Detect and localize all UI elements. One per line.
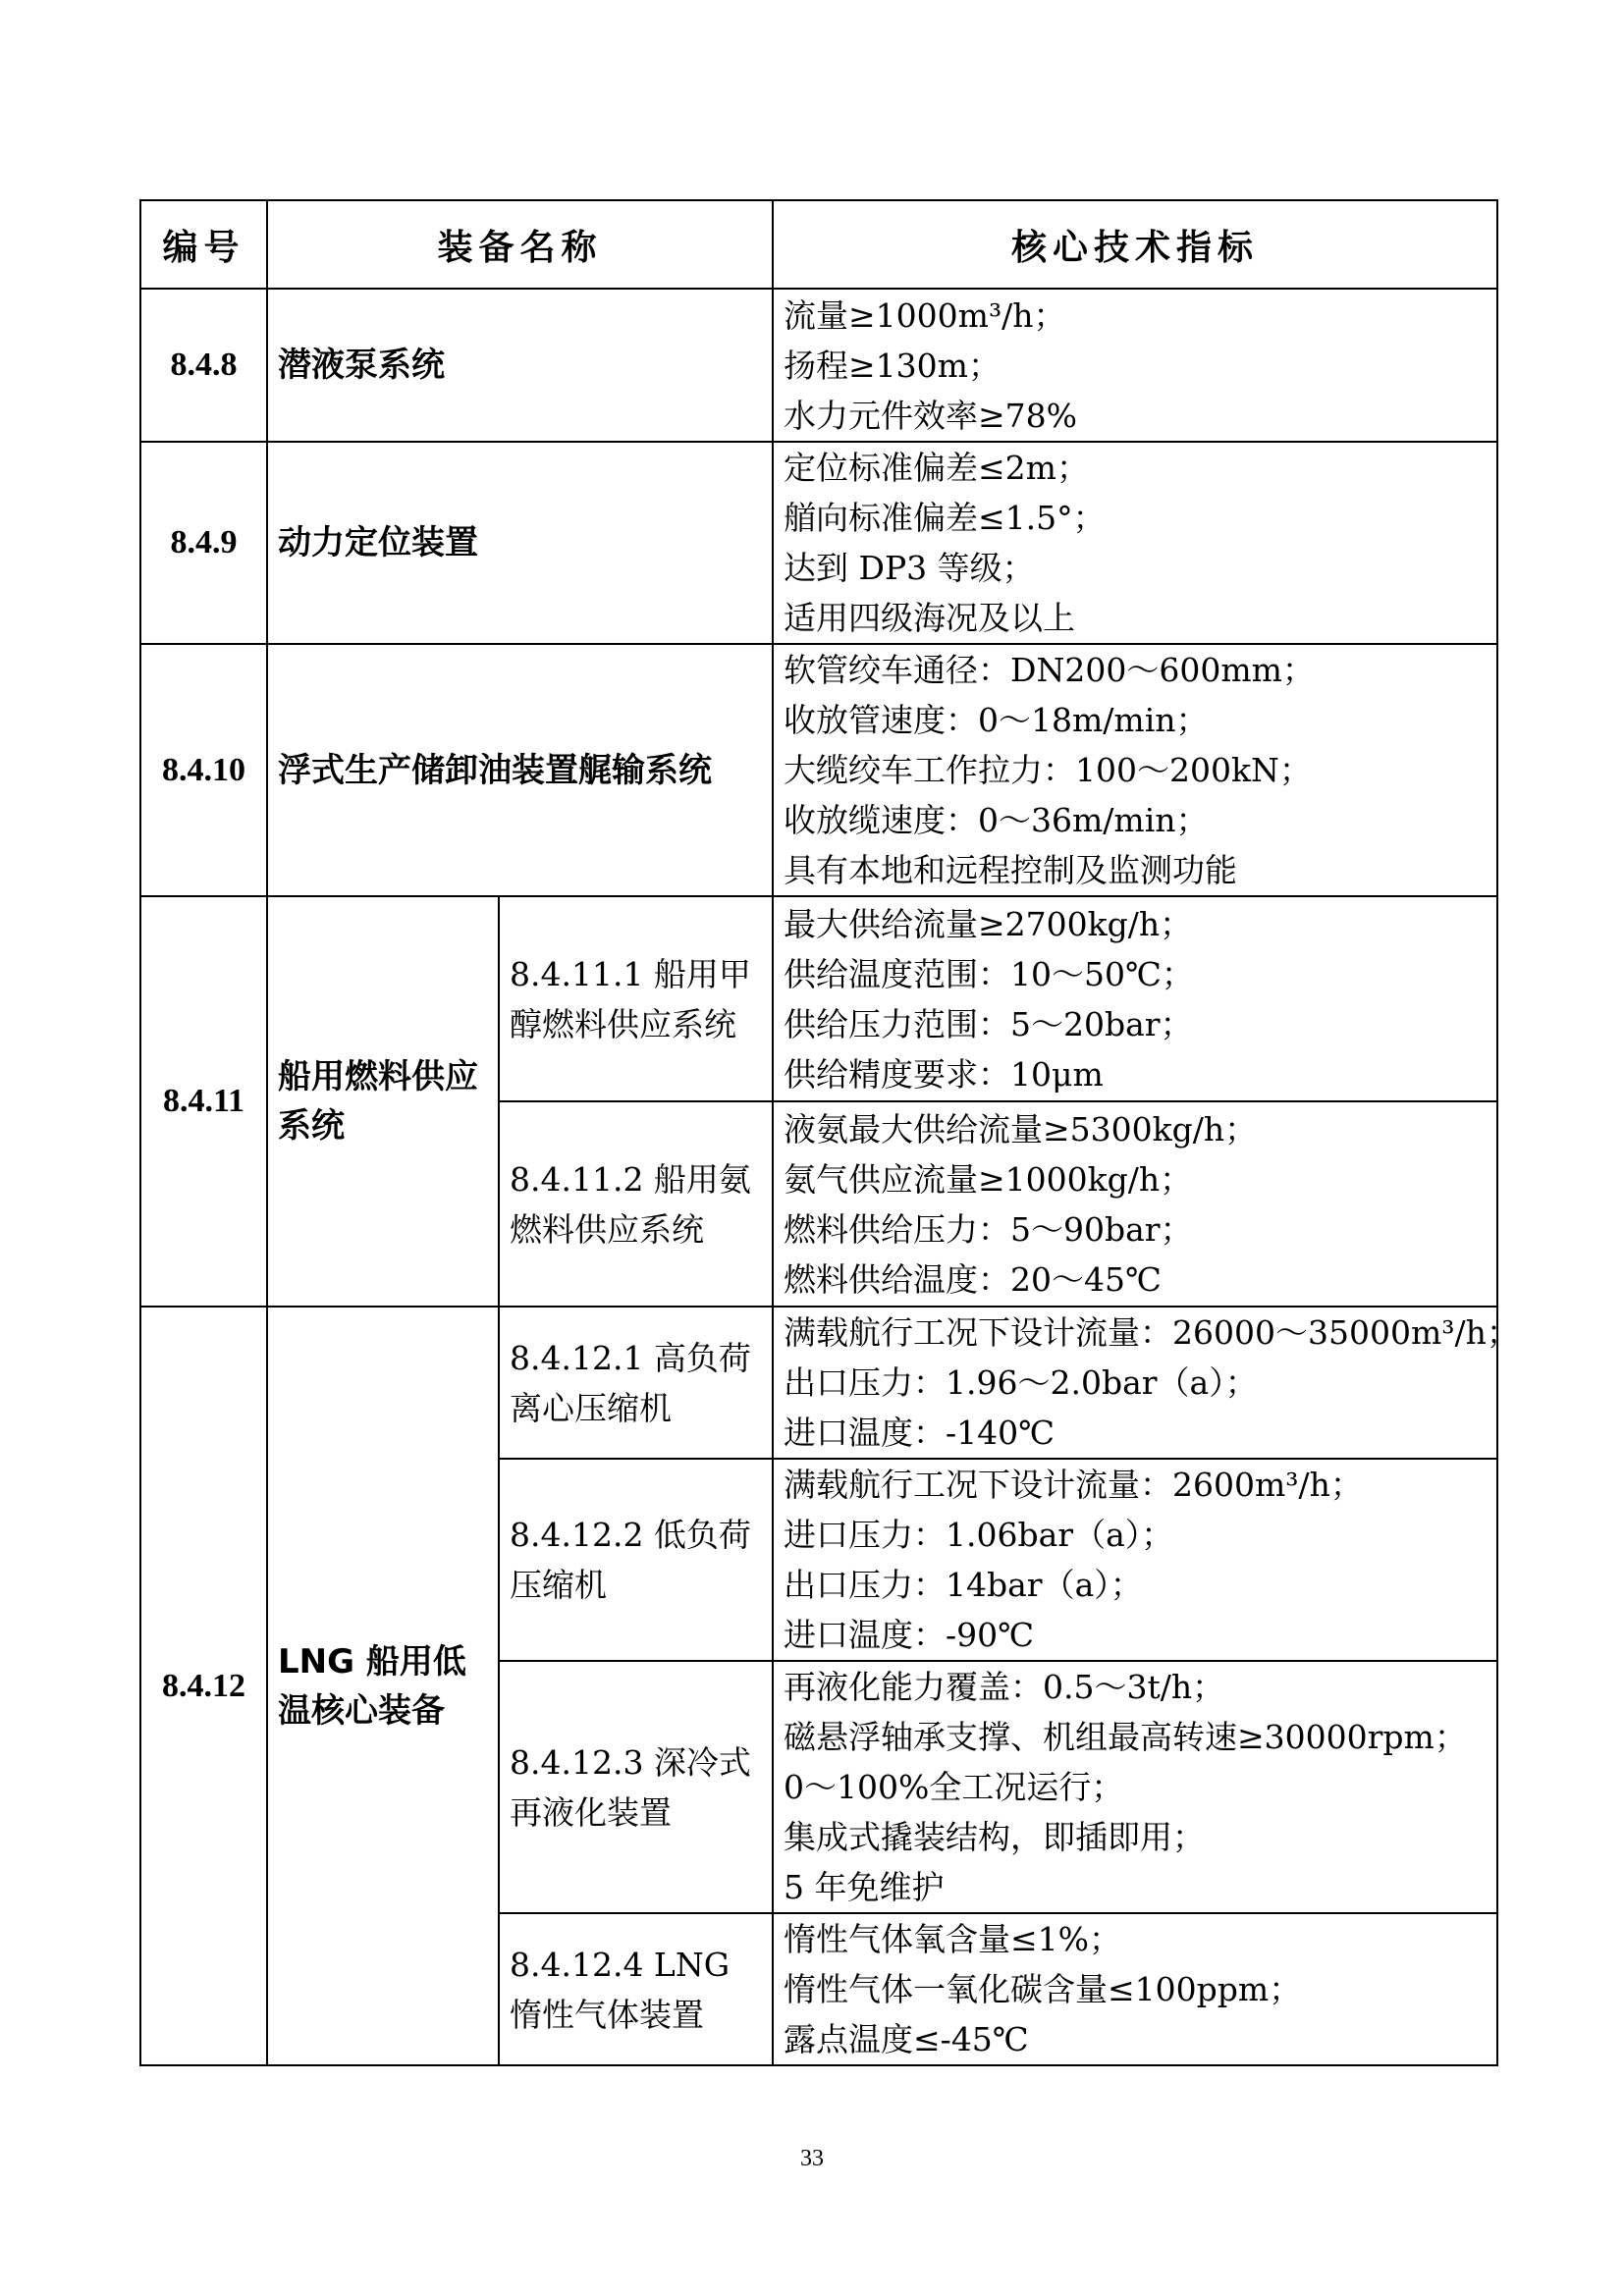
row-code: 8.4.11 [140,896,267,1307]
spec-line: 5 年免维护 [784,1868,945,1906]
spec-line: 燃料供给温度：20～45℃ [784,1259,1162,1299]
row-sub-equipment-name: 8.4.12.2 低负荷压缩机 [499,1459,773,1661]
table-row [140,896,1497,1101]
row-equipment-name: 船用燃料供应系统 [267,896,499,1307]
row-code: 8.4.12 [140,1307,267,2065]
equipment-spec-table [139,199,1519,2066]
spec-line: 扬程≥130m； [784,346,1001,385]
row-sub-equipment-name: 8.4.12.1 高负荷离心压缩机 [499,1307,773,1459]
spec-line: 流量≥1000m³/h； [784,295,1066,335]
spec-line: 定位标准偏差≤2m； [784,449,1089,487]
header-core-indicators: 核心技术指标 [773,200,1497,289]
row-sub-equipment-name: 8.4.11.2 船用氨燃料供应系统 [499,1101,773,1307]
spec-line: 最大供给流量≥2700kg/h； [784,904,1193,943]
spec-line: 再液化能力覆盖：0.5～3t/h； [784,1668,1225,1706]
header-equipment-name: 装备名称 [267,200,773,289]
spec-line: 大缆绞车工作拉力：100～200kN； [784,751,1312,789]
spec-line: 惰性气体氧含量≤1%； [784,1920,1122,1958]
row-equipment-name: LNG 船用低温核心装备 [267,1307,499,2065]
spec-line: 出口压力：1.96～2.0bar（a）； [784,1363,1258,1402]
spec-line: 惰性气体一氧化碳含量≤100ppm； [784,1970,1302,2008]
spec-line: 氨气供应流量≥1000kg/h； [784,1159,1193,1199]
row-code: 8.4.9 [140,442,267,644]
spec-line: 磁悬浮轴承支撑、机组最高转速≥30000rpm； [784,1718,1467,1756]
spec-line: 满载航行工况下设计流量：26000～35000m³/h； [784,1313,1519,1352]
header-code: 编号 [140,200,267,289]
spec-cell [773,442,1497,644]
spec-cell [773,644,1497,896]
spec-cell [773,1307,1519,1459]
spec-line: 进口温度：-140℃ [784,1414,1056,1452]
row-sub-equipment-name: 8.4.11.1 船用甲醇燃料供应系统 [499,896,773,1101]
spec-line: 供给压力范围：5～20bar； [784,1004,1193,1043]
table-row [140,644,1497,896]
spec-cell [773,896,1497,1101]
row-equipment-name: 浮式生产储卸油装置艉输系统 [267,644,773,896]
row-code: 8.4.10 [140,644,267,896]
spec-cell [773,1661,1497,1913]
row-sub-equipment-name: 8.4.12.4 LNG 惰性气体装置 [499,1913,773,2065]
spec-line: 进口温度：-90℃ [784,1616,1035,1654]
spec-cell [773,1459,1497,1661]
page-number: 33 [800,2146,824,2171]
spec-line: 进口压力：1.06bar（a）； [784,1516,1174,1554]
spec-cell [773,1101,1497,1307]
spec-line: 具有本地和远程控制及监测功能 [784,851,1238,889]
table-row [140,1307,1497,1459]
spec-line: 收放缆速度：0～36m/min； [784,801,1209,839]
table-body [140,289,1519,2065]
spec-line: 供给精度要求：10μm [784,1054,1104,1094]
table-row [140,442,1497,644]
spec-line: 满载航行工况下设计流量：2600m³/h； [784,1466,1363,1504]
spec-line: 艏向标准偏差≤1.5°； [784,499,1106,537]
spec-line: 0～100%全工况运行； [784,1768,1124,1806]
spec-line: 达到 DP3 等级； [784,549,1035,587]
row-equipment-name: 潜液泵系统 [267,289,773,442]
row-equipment-name: 动力定位装置 [267,442,773,644]
row-sub-equipment-name: 8.4.12.3 深冷式再液化装置 [499,1661,773,1913]
row-code: 8.4.8 [140,289,267,442]
spec-line: 收放管速度：0～18m/min； [784,701,1209,739]
spec-cell [773,1913,1497,2065]
table-row [140,289,1497,442]
spec-line: 供给温度范围：10～50℃； [784,954,1194,993]
spec-line: 集成式撬装结构，即插即用； [784,1818,1206,1856]
spec-line: 液氨最大供给流量≥5300kg/h； [784,1109,1258,1148]
spec-cell [773,289,1497,442]
spec-line: 出口压力：14bar（a）； [784,1566,1143,1604]
table-header-row [140,200,1497,289]
spec-line: 燃料供给压力：5～90bar； [784,1209,1193,1249]
spec-line: 软管绞车通径：DN200～600mm； [784,651,1315,689]
spec-line: 水力元件效率≥78% [784,396,1078,435]
spec-line: 露点温度≤-45℃ [784,2020,1029,2058]
spec-line: 适用四级海况及以上 [784,599,1076,637]
